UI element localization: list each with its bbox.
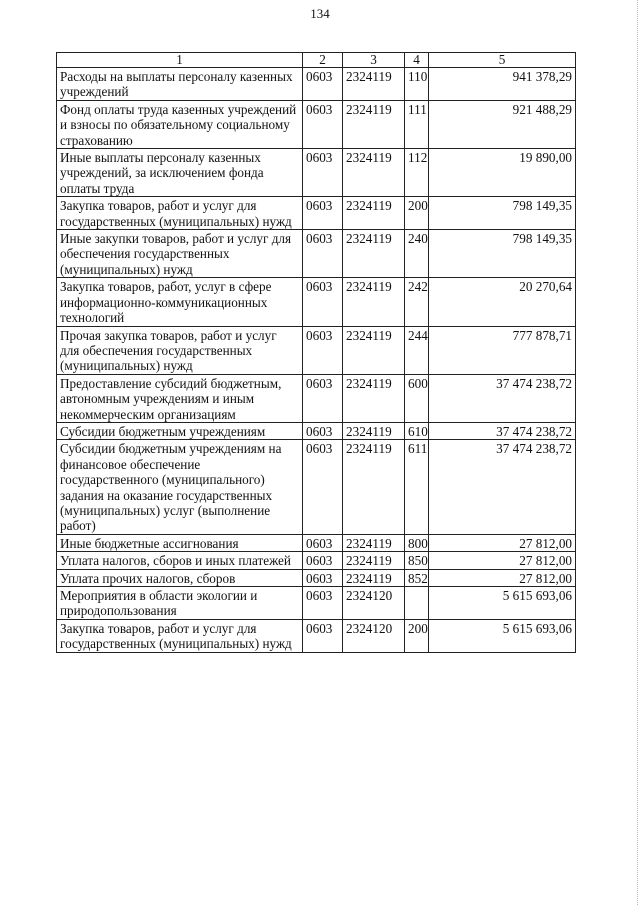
row-amount-cell: 27 812,00 (429, 534, 576, 551)
row-kind-cell: 242 (405, 278, 429, 326)
row-name-cell: Уплата прочих налогов, сборов (57, 569, 303, 586)
row-section-cell: 0603 (303, 374, 343, 422)
column-header-amount: 5 (429, 53, 576, 68)
table-row (57, 197, 576, 230)
table-row (57, 534, 576, 551)
budget-table (56, 52, 576, 653)
table-body (57, 68, 576, 653)
scan-edge (636, 0, 638, 905)
row-kind-cell: 200 (405, 197, 429, 230)
row-kind-cell: 600 (405, 374, 429, 422)
row-name-cell: Иные бюджетные ассигнования (57, 534, 303, 551)
table-row (57, 422, 576, 439)
row-amount-cell: 921 488,29 (429, 100, 576, 148)
row-section-cell: 0603 (303, 587, 343, 620)
table-row (57, 374, 576, 422)
page-number: 134 (310, 6, 330, 21)
row-target-cell: 2324119 (343, 149, 405, 197)
table-row (57, 569, 576, 586)
table-row (57, 230, 576, 278)
row-name-cell: Мероприятия в области экологии и природопользования (57, 587, 303, 620)
row-kind-cell: 800 (405, 534, 429, 551)
row-target-cell: 2324119 (343, 68, 405, 101)
row-section-cell: 0603 (303, 440, 343, 534)
row-amount-cell: 941 378,29 (429, 68, 576, 101)
column-header-section: 2 (303, 53, 343, 68)
row-kind-cell: 611 (405, 440, 429, 534)
row-section-cell: 0603 (303, 619, 343, 652)
row-section-cell: 0603 (303, 149, 343, 197)
row-amount-cell: 5 615 693,06 (429, 619, 576, 652)
row-kind-cell (405, 587, 429, 620)
row-name-cell: Закупка товаров, работ и услуг для государственных (муниципальных) нужд (57, 619, 303, 652)
column-header-name: 1 (57, 53, 303, 68)
table-row (57, 440, 576, 534)
row-kind-cell: 850 (405, 552, 429, 569)
table-row (57, 619, 576, 652)
row-name-cell: Субсидии бюджетным учреждениям на финансовое обеспечение государственного (муниципального) задания на оказание государственных (муниципальных) услуг (выполнение работ) (57, 440, 303, 534)
row-section-cell: 0603 (303, 534, 343, 551)
row-section-cell: 0603 (303, 100, 343, 148)
row-amount-cell: 798 149,35 (429, 230, 576, 278)
row-target-cell: 2324119 (343, 100, 405, 148)
row-amount-cell: 5 615 693,06 (429, 587, 576, 620)
table-row (57, 100, 576, 148)
row-amount-cell: 27 812,00 (429, 552, 576, 569)
row-name-cell: Иные выплаты персоналу казенных учреждений, за исключением фонда оплаты труда (57, 149, 303, 197)
row-target-cell: 2324119 (343, 552, 405, 569)
row-amount-cell: 777 878,71 (429, 326, 576, 374)
row-kind-cell: 610 (405, 422, 429, 439)
table-row (57, 326, 576, 374)
row-target-cell: 2324119 (343, 326, 405, 374)
row-section-cell: 0603 (303, 230, 343, 278)
column-header-kind: 4 (405, 53, 429, 68)
row-amount-cell: 37 474 238,72 (429, 374, 576, 422)
row-name-cell: Прочая закупка товаров, работ и услуг для обеспечения государственных (муниципальных) нужд (57, 326, 303, 374)
row-amount-cell: 37 474 238,72 (429, 422, 576, 439)
row-target-cell: 2324119 (343, 422, 405, 439)
table-header-row (57, 53, 576, 68)
row-amount-cell: 27 812,00 (429, 569, 576, 586)
row-kind-cell: 244 (405, 326, 429, 374)
row-amount-cell: 19 890,00 (429, 149, 576, 197)
table-row (57, 68, 576, 101)
row-name-cell: Уплата налогов, сборов и иных платежей (57, 552, 303, 569)
row-kind-cell: 110 (405, 68, 429, 101)
row-name-cell: Фонд оплаты труда казенных учреждений и взносы по обязательному социальному страхованию (57, 100, 303, 148)
row-kind-cell: 852 (405, 569, 429, 586)
row-section-cell: 0603 (303, 68, 343, 101)
row-section-cell: 0603 (303, 569, 343, 586)
row-target-cell: 2324119 (343, 534, 405, 551)
row-target-cell: 2324120 (343, 619, 405, 652)
row-kind-cell: 112 (405, 149, 429, 197)
table-row (57, 149, 576, 197)
row-kind-cell: 240 (405, 230, 429, 278)
row-amount-cell: 798 149,35 (429, 197, 576, 230)
row-target-cell: 2324119 (343, 197, 405, 230)
table-row (57, 552, 576, 569)
row-target-cell: 2324119 (343, 230, 405, 278)
row-kind-cell: 111 (405, 100, 429, 148)
row-section-cell: 0603 (303, 278, 343, 326)
row-target-cell: 2324119 (343, 569, 405, 586)
row-section-cell: 0603 (303, 552, 343, 569)
row-target-cell: 2324119 (343, 374, 405, 422)
row-name-cell: Субсидии бюджетным учреждениям (57, 422, 303, 439)
column-header-target: 3 (343, 53, 405, 68)
row-section-cell: 0603 (303, 326, 343, 374)
row-section-cell: 0603 (303, 197, 343, 230)
row-name-cell: Закупка товаров, работ и услуг для государственных (муниципальных) нужд (57, 197, 303, 230)
row-name-cell: Иные закупки товаров, работ и услуг для обеспечения государственных (муниципальных) нужд (57, 230, 303, 278)
row-kind-cell: 200 (405, 619, 429, 652)
row-target-cell: 2324119 (343, 440, 405, 534)
table-row (57, 587, 576, 620)
row-name-cell: Предоставление субсидий бюджетным, автономным учреждениям и иным некоммерческим организациям (57, 374, 303, 422)
row-section-cell: 0603 (303, 422, 343, 439)
table-row (57, 278, 576, 326)
row-amount-cell: 37 474 238,72 (429, 440, 576, 534)
row-amount-cell: 20 270,64 (429, 278, 576, 326)
row-target-cell: 2324119 (343, 278, 405, 326)
row-name-cell: Закупка товаров, работ, услуг в сфере информационно-коммуникационных технологий (57, 278, 303, 326)
row-name-cell: Расходы на выплаты персоналу казенных учреждений (57, 68, 303, 101)
row-target-cell: 2324120 (343, 587, 405, 620)
